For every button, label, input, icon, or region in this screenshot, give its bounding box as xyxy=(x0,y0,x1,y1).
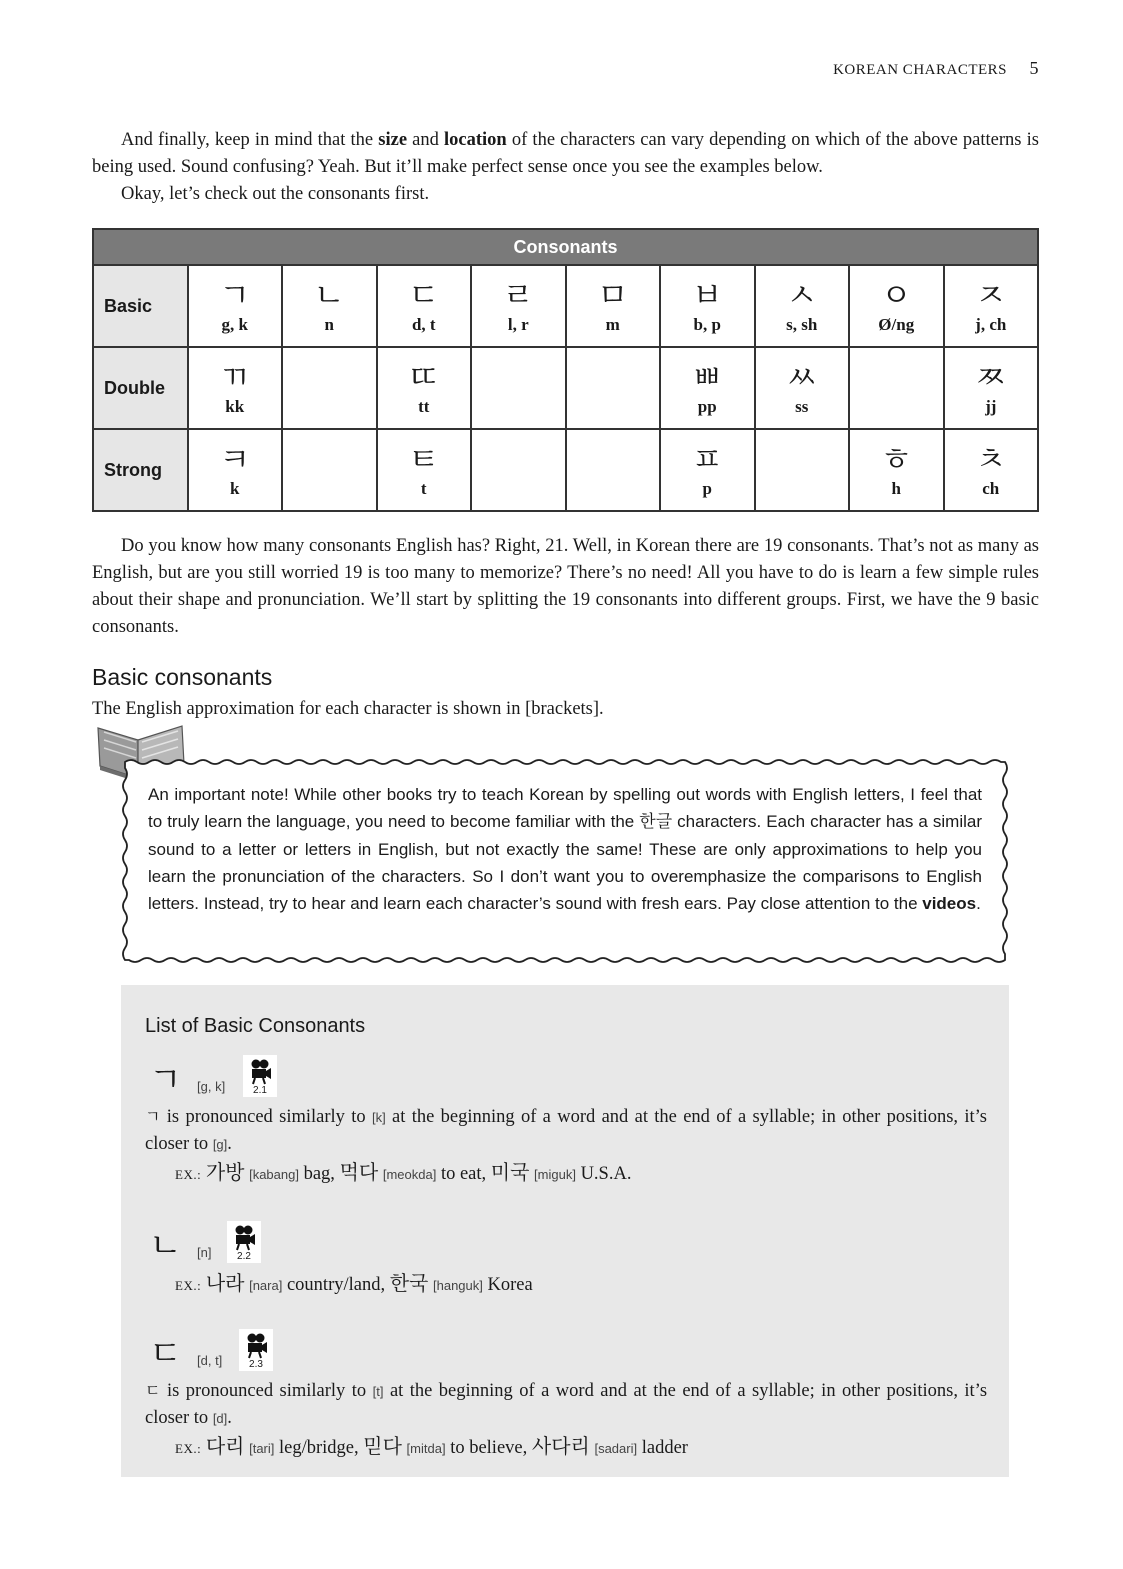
consonant-char: ㄴ xyxy=(149,1226,182,1266)
consonant-cell: ㅍ p xyxy=(660,429,755,511)
video-button[interactable] xyxy=(243,1055,277,1097)
consonant-cell xyxy=(566,429,661,511)
consonant-description: ㄷ is pronounced similarly to [t] at the beginning of a word and at the end of a syllable; in other positions, it’s closer to [d]. xyxy=(145,1381,988,1428)
consonant-cell: ㅊ ch xyxy=(944,429,1039,511)
consonant-cell: ㅎ h xyxy=(849,429,944,511)
section-heading: Basic consonants xyxy=(92,664,273,690)
consonants-table xyxy=(92,228,1039,512)
running-head xyxy=(833,58,1039,79)
consonant-cell xyxy=(282,347,377,429)
video-button[interactable] xyxy=(239,1329,273,1371)
body-paragraph: Do you know how many consonants English has? Right, 21. Well, in Korean there are 19 consonants. That’s not as many as English, but are you still worried 19 is too many to memorize? There’s no need! All you have to do is learn a few simple rules about their shape and pronunciation. We’ll start by splitting the 19 consonants into different groups. First, we have the 9 basic consonants. xyxy=(92,536,1039,637)
consonant-cell: ㄴ n xyxy=(282,265,377,347)
consonant-cell: ㄸ tt xyxy=(377,347,472,429)
intro-paragraph: And finally, keep in mind that the size and location of the characters can vary depending on which of the above patterns is being used. Sound confusing? Yeah. But it’ll make perfect sense once you see the examples below. xyxy=(92,130,1039,177)
consonant-cell xyxy=(849,347,944,429)
examples: EX.: 다리 [tari] leg/bridge, 믿다 [mitda] to believe, 사다리 [sadari] ladder xyxy=(175,1434,688,1458)
consonant-cell xyxy=(566,347,661,429)
consonant-entry xyxy=(145,1321,987,1463)
consonant-cell xyxy=(282,429,377,511)
consonant-cell: ㄷ d, t xyxy=(377,265,472,347)
consonant-entry xyxy=(145,1047,987,1189)
table-row-double xyxy=(93,347,1038,429)
basic-consonants-list xyxy=(121,985,1009,1477)
consonant-cell: ㄲ kk xyxy=(188,347,283,429)
pronunciation-tag: [d, t] xyxy=(197,1353,223,1368)
video-number: 2.3 xyxy=(249,1359,263,1370)
page-number: 5 xyxy=(1029,58,1039,78)
video-camera-icon xyxy=(227,1221,261,1251)
consonant-cell: ㄹ l, r xyxy=(471,265,566,347)
examples: EX.: 가방 [kabang] bag, 먹다 [meokda] to eat, 미국 [miguk] U.S.A. xyxy=(175,1160,632,1184)
pronunciation-tag: [n] xyxy=(197,1245,212,1260)
consonant-char: ㄷ xyxy=(149,1334,182,1374)
intro-paragraph-2: Okay, let’s check out the consonants first. xyxy=(121,184,430,204)
consonant-cell: ㅁ m xyxy=(566,265,661,347)
consonant-cell xyxy=(471,347,566,429)
consonant-cell: ㄱ g, k xyxy=(188,265,283,347)
table-row-strong xyxy=(93,429,1038,511)
consonant-cell: ㅃ pp xyxy=(660,347,755,429)
row-label: Strong xyxy=(93,429,188,511)
consonant-cell: ㅌ t xyxy=(377,429,472,511)
consonant-description: ㄱ is pronounced similarly to [k] at the beginning of a word and at the end of a syllable; in other positions, it’s closer to [g]. xyxy=(145,1107,987,1154)
consonant-entry xyxy=(145,1213,987,1300)
consonant-char: ㄱ xyxy=(149,1060,182,1100)
video-camera-icon xyxy=(243,1055,277,1085)
consonant-cell: ㅅ s, sh xyxy=(755,265,850,347)
row-label: Double xyxy=(93,347,188,429)
section-subtitle: The English approximation for each character is shown in [brackets]. xyxy=(92,699,604,719)
table-title: Consonants xyxy=(93,229,1038,265)
video-camera-icon xyxy=(239,1329,273,1359)
video-button[interactable] xyxy=(227,1221,261,1263)
note-text: An important note! While other books try to teach Korean by spelling out words with English letters, I feel that to truly learn the language, you need to become familiar with the 한글 characters. Each character has a similar sound to a letter or letters in English, but not exactly the same! These are only approximations to help you learn the pronunciation of the characters. So I don’t want you to overemphasize the comparisons to English letters. Instead, try to hear and learn each character’s sound with fresh ears. Pay close attention to the videos. xyxy=(148,785,982,913)
consonant-cell: ㅂ b, p xyxy=(660,265,755,347)
consonant-cell: ㅈ j, ch xyxy=(944,265,1039,347)
list-title: List of Basic Consonants xyxy=(145,1015,366,1037)
consonant-cell: ㅇ Ø/ng xyxy=(849,265,944,347)
consonant-cell xyxy=(755,429,850,511)
video-number: 2.1 xyxy=(253,1085,267,1096)
consonant-cell: ㅆ ss xyxy=(755,347,850,429)
pronunciation-tag: [g, k] xyxy=(197,1079,226,1094)
examples: EX.: 나라 [nara] country/land, 한국 [hanguk] Korea xyxy=(175,1271,533,1295)
running-head-title: KOREAN CHARACTERS xyxy=(833,62,1007,78)
consonant-cell: ㅉ jj xyxy=(944,347,1039,429)
table-row-basic xyxy=(93,265,1038,347)
row-label: Basic xyxy=(93,265,188,347)
consonant-cell xyxy=(471,429,566,511)
video-number: 2.2 xyxy=(237,1251,251,1262)
consonant-cell: ㅋ k xyxy=(188,429,283,511)
